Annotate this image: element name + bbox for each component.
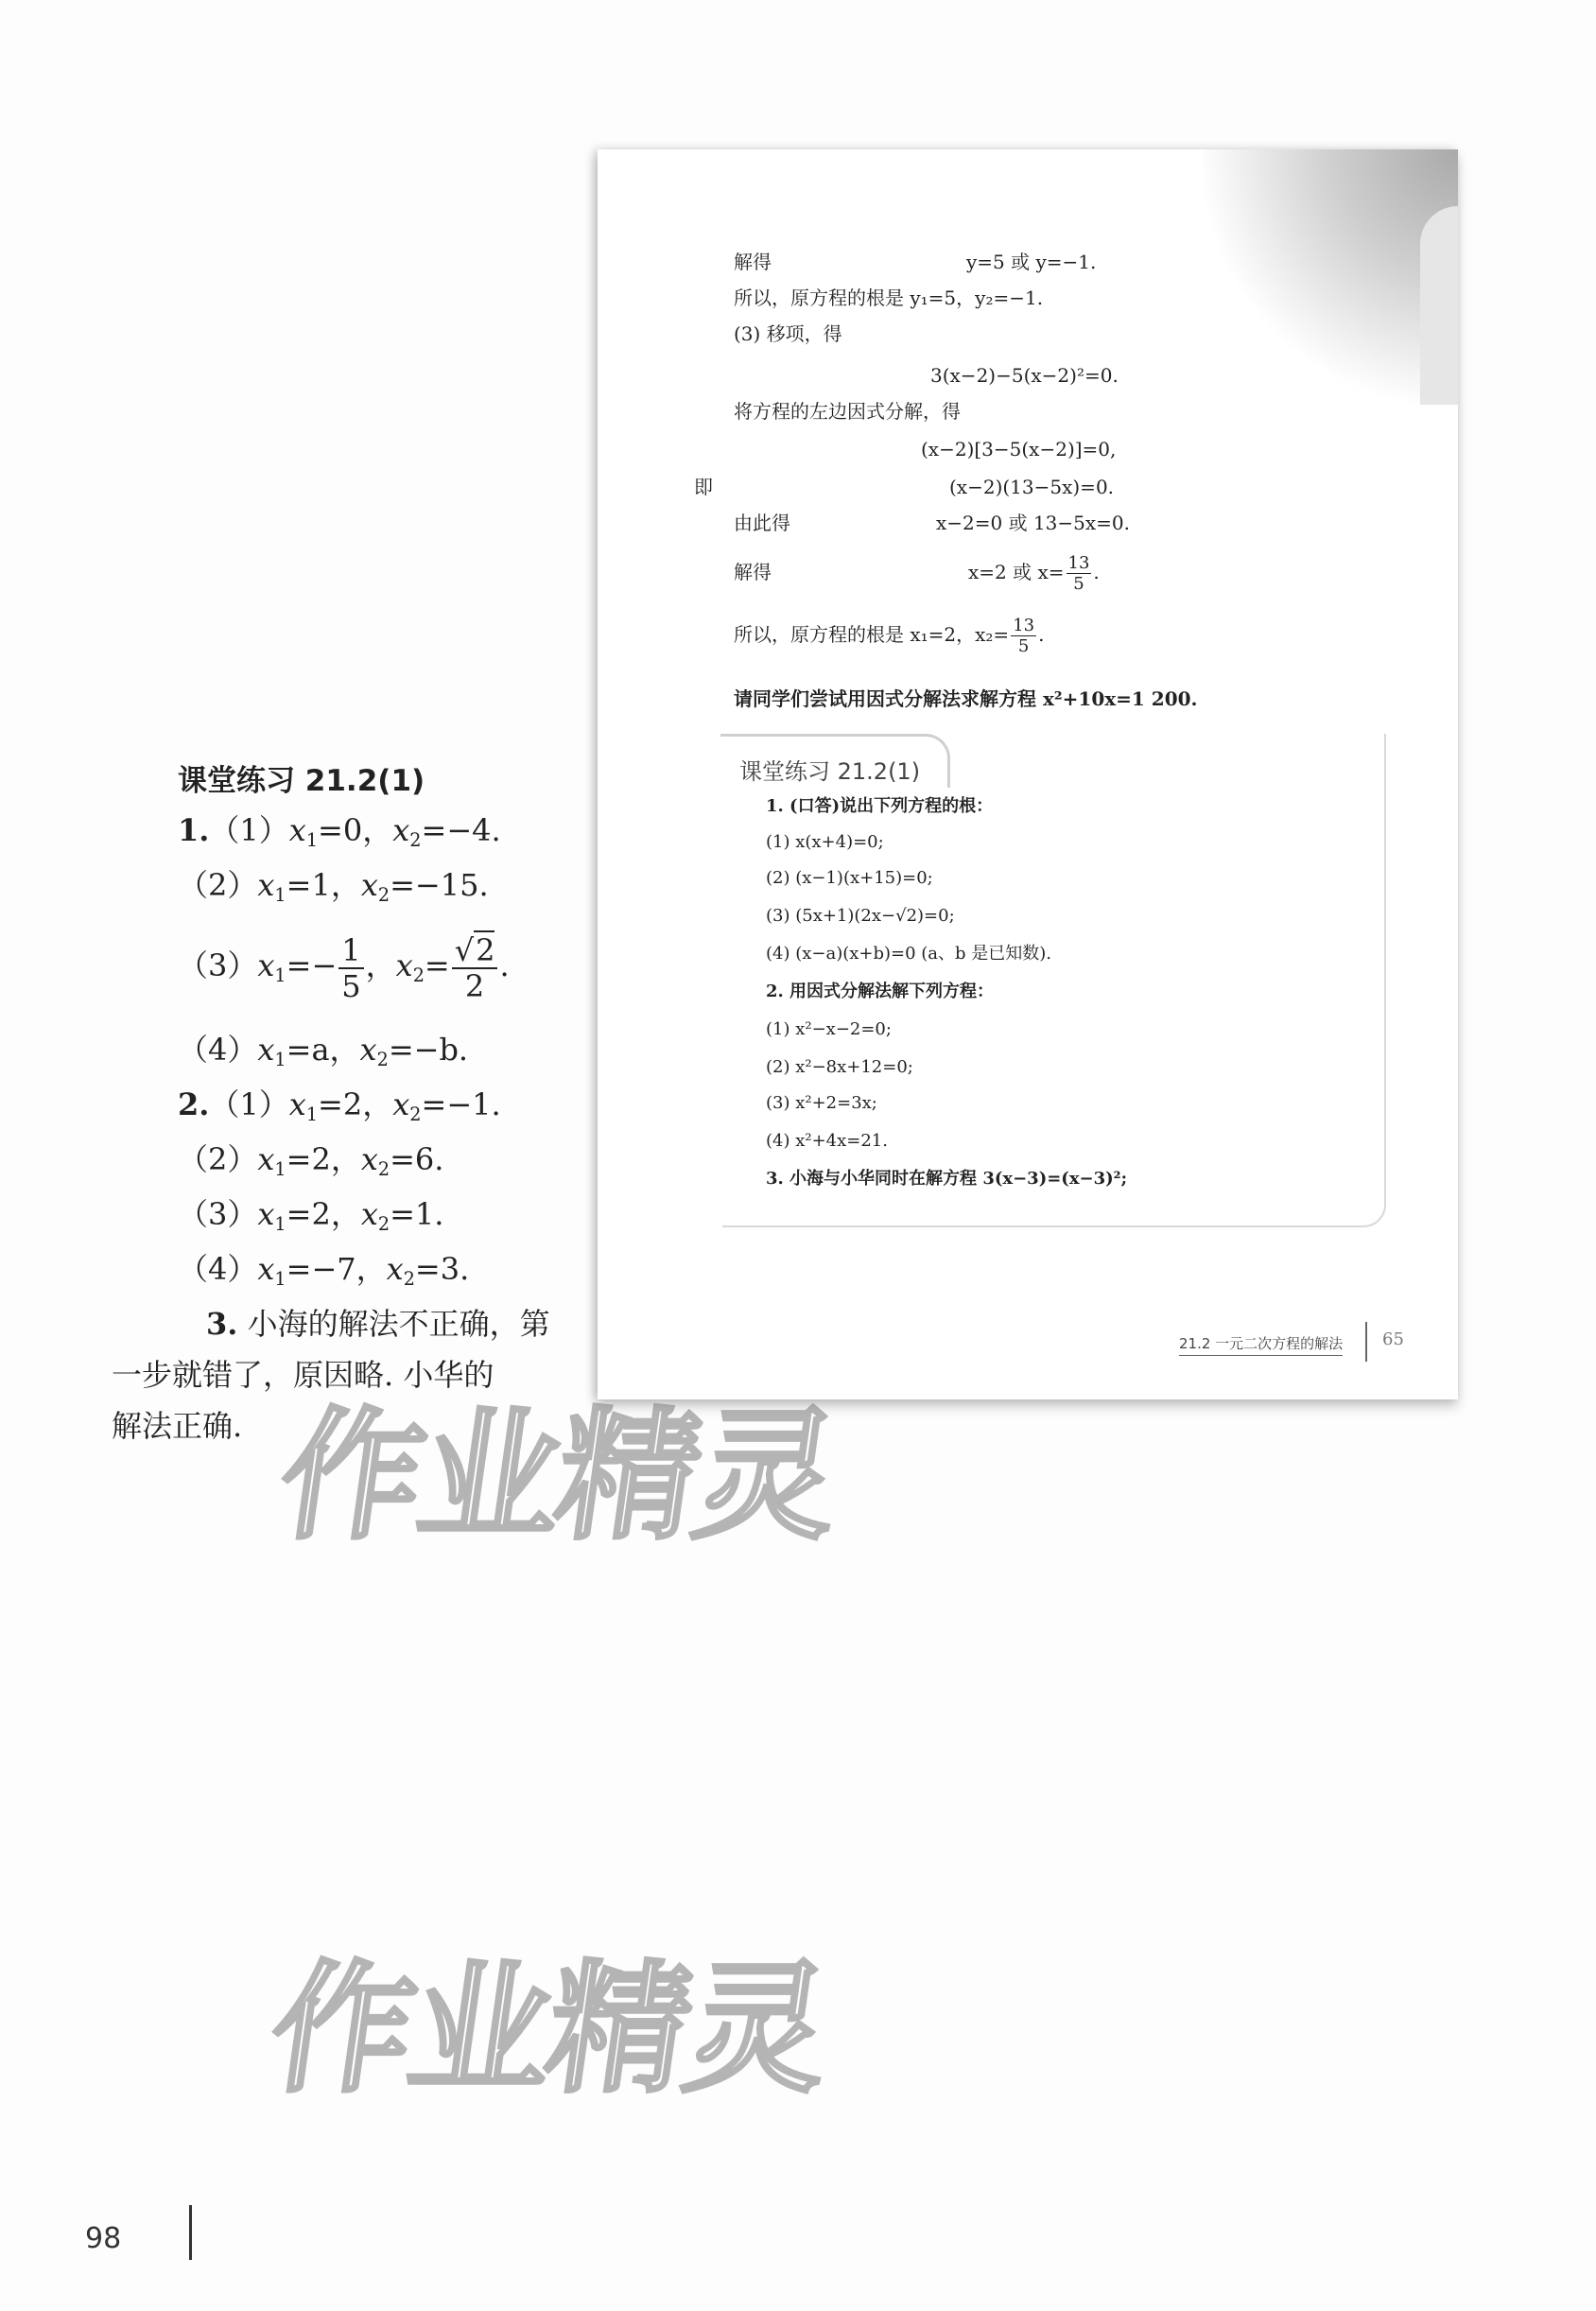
answer-2-2: $(2)x_1=2$，$x_2=6$. <box>178 1141 444 1180</box>
book-line-1-eq: y=5 或 y=−1. <box>966 251 1097 273</box>
answer-2-1: $2.(1)x_1=2$，$x_2=-1$. <box>178 1086 501 1125</box>
book-line-4: 3(x−2)−5(x−2)²=0. <box>930 364 1119 387</box>
textbook-page <box>598 149 1458 1399</box>
answer-2-4: $(4)x_1=-7$，$x_2=3$. <box>178 1251 470 1290</box>
book-line-7-label: 即 <box>694 476 713 498</box>
answer-3-line-3: 解法正确. <box>112 1408 243 1444</box>
fraction-sqrt2-over-2: $\frac{√2}{2}$ <box>452 935 498 1001</box>
page-number: 98 <box>85 2222 122 2255</box>
exercise-title: 课堂练习 21.2(1) <box>739 758 921 785</box>
answer-1-3: $(3)x_1=-$ $\frac{1}{5}$ ，$x_2=$ $\frac{√2}{2}$ . <box>178 931 510 1004</box>
book-footer-title: 21.2 一元二次方程的解法 <box>1179 1333 1343 1356</box>
book-line-10: 所以，原方程的根是 x₁=2，x₂= $\frac{13}{5}$ . <box>734 615 1045 656</box>
book-line-8-eq: x−2=0 或 13−5x=0. <box>936 512 1131 534</box>
answer-1-2: $(2)x_1=1$，$x_2=-15$. <box>178 867 489 906</box>
book-page-number: 65 <box>1382 1329 1404 1349</box>
fraction-13-5-b: $\frac{13}{5}$ <box>1013 615 1035 656</box>
book-line-6: (x−2)[3−5(x−2)]=0, <box>921 438 1117 460</box>
exercise-1-1: (1) x(x+4)=0; <box>766 832 884 852</box>
exercise-2-4: (4) x²+4x=21. <box>766 1131 888 1151</box>
exercise-2-3: (3) x²+2=3x; <box>766 1093 877 1113</box>
answer-1-1: $1.(1)x_1=0$，$x_2=-4$. <box>178 812 501 851</box>
exercise-1-3: (3) (5x+1)(2x−√2)=0; <box>766 906 955 926</box>
book-line-11: 请同学们尝试用因式分解法求解方程 x²+10x=1 200. <box>734 687 1198 710</box>
exercise-2-2: (2) x²−8x+12=0; <box>766 1057 913 1077</box>
book-line-9-label: 解得 <box>734 561 772 583</box>
exercise-1-4: (4) (x−a)(x+b)=0 (a、b 是已知数). <box>766 944 1052 964</box>
page-corner-tab <box>1420 206 1458 405</box>
answer-2-3: $(3)x_1=2$，$x_2=1$. <box>178 1196 444 1235</box>
answers-title: 课堂练习 21.2(1) <box>178 764 425 798</box>
answer-3-line-1: 3. 小海的解法不正确，第 <box>206 1306 550 1342</box>
answer-1-4: $(4)x_1=a$，$x_2=-b$. <box>178 1032 469 1070</box>
fraction-one-fifth: $\frac{1}{5}$ <box>338 935 363 1001</box>
book-line-8-label: 由此得 <box>734 512 790 534</box>
book-line-1-label: 解得 <box>734 251 772 273</box>
book-footer-divider <box>1365 1322 1367 1362</box>
exercise-1-2: (2) (x−1)(x+15)=0; <box>766 868 933 888</box>
answer-3-line-2: 一步就错了，原因略. 小华的 <box>112 1357 494 1393</box>
watermark-1: 作业精灵 <box>269 1395 846 1559</box>
book-line-2: 所以，原方程的根是 y₁=5，y₂=−1. <box>734 287 1044 309</box>
book-line-9-eq: x=2 或 x= $\frac{13}{5}$ . <box>968 552 1100 594</box>
exercise-2-1: (1) x²−x−2=0; <box>766 1019 892 1039</box>
exercise-1: 1. (口答)说出下列方程的根： <box>766 796 994 816</box>
exercise-3: 3. 小海与小华同时在解方程 3(x−3)=(x−3)²; <box>766 1169 1128 1189</box>
book-line-3: (3) 移项，得 <box>734 322 842 345</box>
fraction-13-5: $\frac{13}{5}$ <box>1067 552 1090 594</box>
exercise-2: 2. 用因式分解法解下列方程： <box>766 982 995 1001</box>
book-line-5: 将方程的左边因式分解，得 <box>734 400 961 423</box>
watermark-2: 作业精灵 <box>260 1948 837 2112</box>
page-number-rule <box>189 2205 192 2260</box>
book-line-7-eq: (x−2)(13−5x)=0. <box>949 476 1115 498</box>
